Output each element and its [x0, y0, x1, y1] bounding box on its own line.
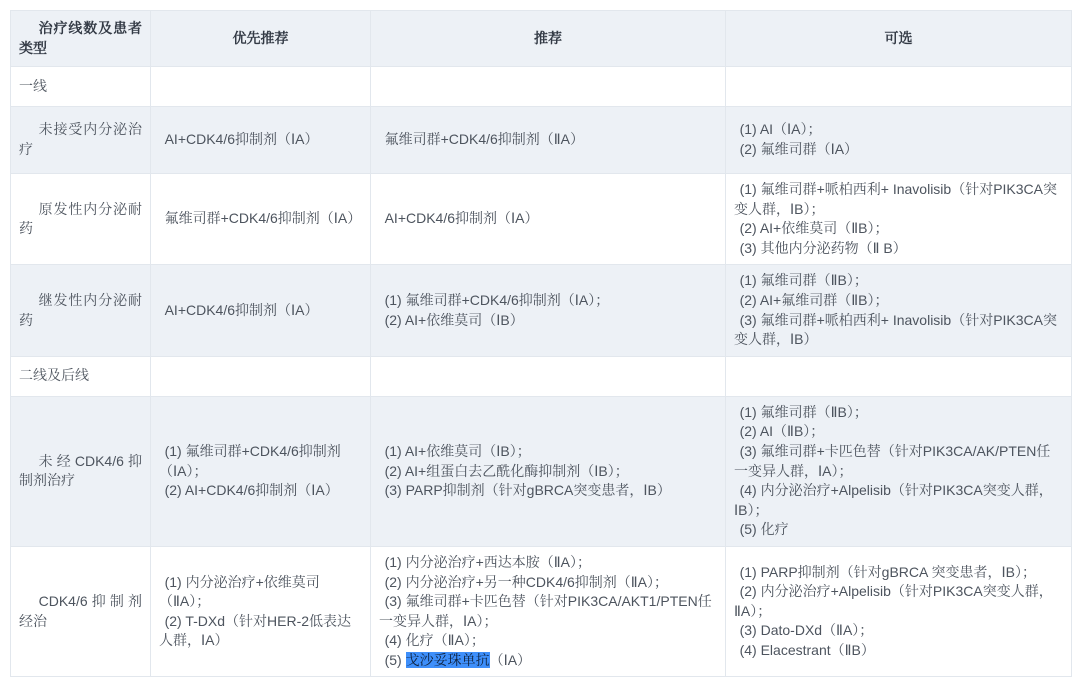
- treatment-item: (5) 化疗: [739, 521, 789, 538]
- treatment-item: (2) 内分泌治疗+另一种CDK4/6抑制剂（ⅡA）；: [384, 573, 669, 590]
- priority-recommendation-cell: [151, 396, 371, 546]
- treatment-item: (1) AI+依维莫司（ⅠB）；: [384, 442, 531, 459]
- treatment-item: 氟维司群+CDK4/6抑制剂（ⅠA）: [164, 210, 362, 227]
- treatment-item: (4) 化疗（ⅡA）；: [384, 632, 485, 649]
- patient-type-label: 原发性内分泌耐药: [11, 174, 151, 265]
- recommendation-cell: [371, 265, 726, 356]
- column-header: 治疗线数及患者类型: [11, 11, 151, 67]
- table-row: [11, 396, 1072, 546]
- optional-cell: [726, 67, 1072, 107]
- recommendation-cell: [371, 67, 726, 107]
- treatment-item: (2) AI+氟维司群（ⅡB）；: [739, 291, 889, 308]
- column-header: 优先推荐: [151, 11, 371, 67]
- treatment-item: (1) 氟维司群（ⅡB）；: [739, 403, 868, 420]
- treatment-item: (1) 内分泌治疗+依维莫司（ⅡA）；: [159, 573, 320, 610]
- treatment-table: [10, 10, 1072, 677]
- treatment-item: AI+CDK4/6抑制剂（ⅠA）: [164, 301, 319, 318]
- treatment-item: (3) PARP抑制剂（针对gBRCA突变患者，ⅠB）: [384, 482, 671, 499]
- recommendation-cell: [371, 107, 726, 174]
- treatment-item: (5) 戈沙妥珠单抗（ⅠA）: [384, 651, 532, 668]
- priority-recommendation-cell: [151, 356, 371, 396]
- treatment-item: (3) 氟维司群+卡匹色替（针对PIK3CA/AKT1/PTEN任一变异人群，ⅠA）；: [379, 593, 712, 629]
- treatment-item: (2) AI+依维莫司（ⅠB）: [384, 311, 524, 328]
- treatment-item: (1) 氟维司群+哌柏西利+ Inavolisib（针对PIK3CA突变人群，ⅠB）；: [734, 181, 1057, 217]
- patient-type-label: CDK4/6抑制剂经治: [11, 546, 151, 677]
- treatment-line-label: 一线: [11, 67, 151, 107]
- treatment-item: (3) 氟维司群+卡匹色替（针对PIK3CA/AK/PTEN任一变异人群，ⅠA）；: [734, 442, 1051, 479]
- header-row: [11, 11, 1072, 67]
- optional-cell: [726, 356, 1072, 396]
- selected-text-highlight[interactable]: 戈沙妥珠单抗: [405, 651, 490, 668]
- table-header: [11, 11, 1072, 67]
- optional-cell: [726, 265, 1072, 356]
- optional-cell: [726, 546, 1072, 677]
- treatment-item: (2) AI+组蛋白去乙酰化酶抑制剂（ⅠB）；: [384, 462, 629, 479]
- column-header: 可选: [726, 11, 1072, 67]
- table-row: [11, 546, 1072, 677]
- treatment-item: AI+CDK4/6抑制剂（ⅠA）: [384, 210, 539, 227]
- treatment-line-label: 二线及后线: [11, 356, 151, 396]
- treatment-item: (3) 氟维司群+哌柏西利+ Inavolisib（针对PIK3CA突变人群，ⅠB）: [734, 311, 1057, 348]
- recommendation-cell: [371, 546, 726, 677]
- treatment-item: (2) 内分泌治疗+Alpelisib（针对PIK3CA突变人群，ⅡA）；: [734, 583, 1053, 619]
- section-row: [11, 67, 1072, 107]
- patient-type-label: 继发性内分泌耐药: [11, 265, 151, 356]
- priority-recommendation-cell: [151, 546, 371, 677]
- treatment-item: (3) 其他内分泌药物（Ⅱ B）: [739, 239, 907, 256]
- treatment-item: (1) 氟维司群+CDK4/6抑制剂（ⅠA）；: [159, 442, 341, 479]
- recommendation-cell: [371, 396, 726, 546]
- priority-recommendation-cell: [151, 174, 371, 265]
- table-row: [11, 107, 1072, 174]
- table-body: [11, 67, 1072, 677]
- treatment-item: (4) Elacestrant（ⅡB）: [739, 642, 875, 659]
- patient-type-label: 未经CDK4/6抑制剂治疗: [11, 396, 151, 546]
- treatment-item: (2) AI+依维莫司（ⅡB）；: [739, 220, 889, 237]
- treatment-item: (1) AI（ⅠA）；: [739, 121, 822, 138]
- optional-cell: [726, 396, 1072, 546]
- treatment-item: 氟维司群+CDK4/6抑制剂（ⅡA）: [384, 131, 585, 148]
- table-row: [11, 174, 1072, 265]
- table-row: [11, 265, 1072, 356]
- treatment-item: (1) 氟维司群（ⅡB）；: [739, 272, 868, 289]
- column-header: 推荐: [371, 11, 726, 67]
- treatment-item: AI+CDK4/6抑制剂（ⅠA）: [164, 131, 319, 148]
- treatment-item: (2) AI+CDK4/6抑制剂（ⅠA）: [164, 482, 339, 499]
- treatment-item: (2) AI（ⅡB）；: [739, 423, 825, 440]
- treatment-item: (2) 氟维司群（ⅠA）: [739, 141, 859, 157]
- treatment-item: (3) Dato-DXd（ⅡA）；: [739, 622, 874, 639]
- optional-cell: [726, 107, 1072, 174]
- treatment-item: (1) 内分泌治疗+西达本胺（ⅡA）；: [384, 553, 591, 570]
- section-row: [11, 356, 1072, 396]
- treatment-item: (2) T-DXd（针对HER-2低表达人群，ⅠA）: [159, 612, 352, 649]
- treatment-item: (4) 内分泌治疗+Alpelisib（针对PIK3CA突变人群，ⅠB）；: [734, 482, 1053, 518]
- priority-recommendation-cell: [151, 265, 371, 356]
- treatment-item: (1) PARP抑制剂（针对gBRCA 突变患者，ⅠB）；: [739, 563, 1036, 580]
- priority-recommendation-cell: [151, 67, 371, 107]
- patient-type-label: 未接受内分泌治疗: [11, 107, 151, 174]
- optional-cell: [726, 174, 1072, 265]
- priority-recommendation-cell: [151, 107, 371, 174]
- recommendation-cell: [371, 356, 726, 396]
- treatment-item: (1) 氟维司群+CDK4/6抑制剂（ⅠA）；: [384, 291, 610, 308]
- recommendation-cell: [371, 174, 726, 265]
